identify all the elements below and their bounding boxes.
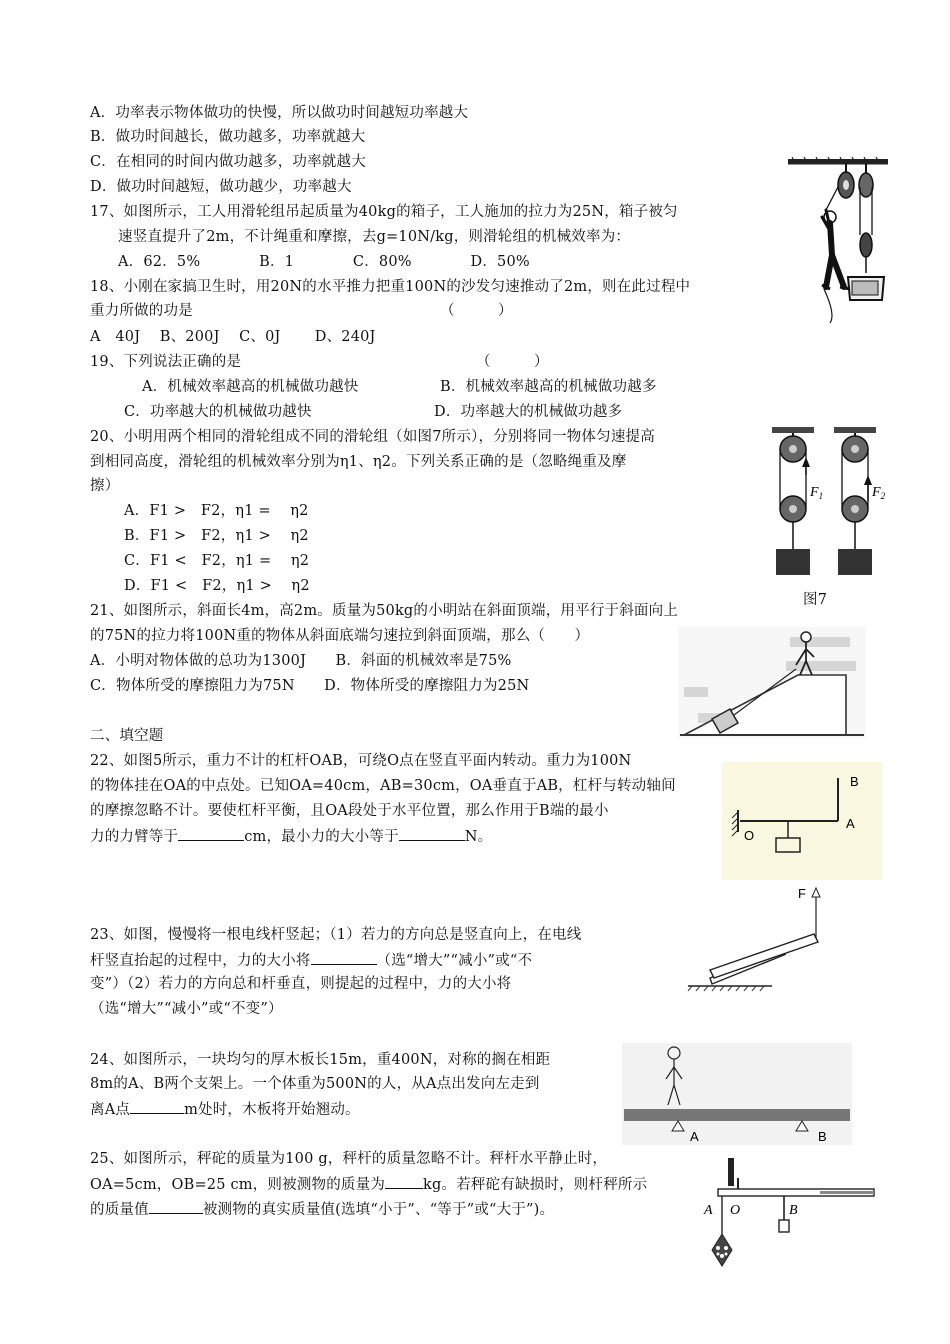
- q20-label-f2: $F_2$: [872, 485, 886, 501]
- q17-stem-line1: 17、如图所示，工人用滑轮组吊起质量为40kg的箱子，工人施加的拉力为25N，箱子被匀: [90, 204, 678, 220]
- q23-stem-line3: 变”）（2）若力的方向总和杆垂直，则提起的过程中，力的大小将: [90, 976, 512, 992]
- q25-blank-mass[interactable]: [385, 1174, 423, 1189]
- q21-stem-line2: 的75N的拉力将100N重的物体从斜面底端匀速拉到斜面顶端，那么（ ）: [90, 628, 590, 644]
- q25-text-part4: 被测物的真实质量值(选填“小于”、“等于”或“大于”)。: [202, 1202, 555, 1218]
- q19-answer-paren: （ ）: [476, 354, 549, 370]
- q17-stem-line2: 速竖直提升了2m，不计绳重和摩擦，去g=10N/kg，则滑轮组的机械效率为：: [118, 229, 631, 245]
- q19-option-c: C．功率越大的机械做功越快: [124, 404, 312, 420]
- q22-stem-line4: [90, 826, 492, 847]
- q22-text-arm: 力的力臂等于: [90, 829, 179, 845]
- q23-figure-pole-top: [700, 930, 820, 986]
- q24-label-b: B: [818, 1129, 827, 1144]
- q24-text-part1: 离A点: [90, 1102, 131, 1118]
- q23-text-part2: （选“增大”“减小”或“不: [376, 953, 533, 969]
- section-fill-in-title: 二、填空题: [90, 728, 164, 744]
- q23-stem-line1: 23、如图，慢慢将一根电线杆竖起；（1）若力的方向总是竖直向上，在电线: [90, 927, 582, 943]
- q18-stem-line1: 18、小刚在家搞卫生时，用20N的水平推力把重100N的沙发匀速推动了2m，则在此过程中: [90, 279, 691, 295]
- q18-stem-line2: 重力所做的功是: [90, 303, 193, 319]
- q22-label-a: A: [846, 816, 855, 831]
- q21-figure-incline: [678, 627, 866, 739]
- q21-stem-line1: 21、如图所示，斜面长4m，高2m。质量为50kg的小明站在斜面顶端，用平行于斜面向上: [90, 603, 679, 619]
- q25-text-part1: OA=5cm，OB=25 cm，则被测物的质量为: [90, 1177, 386, 1193]
- q20-figure-caption: 图7: [803, 592, 828, 608]
- q20-stem-line3: 擦）: [90, 478, 120, 494]
- q23-stem-line4: （选“增大”“减小”或“不变”）: [90, 1001, 283, 1017]
- q25-stem-line2: [90, 1174, 647, 1195]
- q24-stem-line3: [90, 1099, 360, 1120]
- q16-option-b: B．做功时间越长，做功越多，功率就越大: [90, 129, 366, 145]
- q23-blank-1[interactable]: [311, 950, 377, 965]
- q21-options-ab: A．小明对物体做的总功为1300J B．斜面的机械效率是75%: [90, 653, 512, 669]
- q25-text-part2: kg。若秤砣有缺损时，则杆秤所示: [423, 1177, 648, 1193]
- q24-label-a: A: [690, 1129, 699, 1144]
- q25-stem-line3: [90, 1199, 554, 1220]
- q22-stem-line1: 22、如图5所示，重力不计的杠杆OAB，可绕O点在竖直平面内转动。重力为100N: [90, 753, 632, 769]
- q17-options: A．62．5% B．1 C．80% D．50%: [118, 254, 530, 270]
- q20-stem-line1: 20、小明用两个相同的滑轮组成不同的滑轮组（如图7所示），分别将同一物体匀速提高: [90, 429, 655, 445]
- q25-text-part3: 的质量值: [90, 1202, 149, 1218]
- q18-answer-paren: （ ）: [440, 303, 513, 319]
- q19-option-b: B．机械效率越高的机械做功越多: [440, 379, 657, 395]
- q22-figure-lever: [722, 762, 882, 880]
- q20-option-a: A．F1 > F2，η1 = η2: [124, 503, 309, 519]
- q20-stem-line2: 到相同高度，滑轮组的机械效率分别为η1、η2。下列关系正确的是（忽略绳重及摩: [90, 454, 627, 470]
- q25-label-a: A: [704, 1203, 713, 1218]
- q16-option-c: C．在相同的时间内做功越多，功率就越大: [90, 154, 366, 170]
- q24-stem-line1: 24、如图所示，一块均匀的厚木板长15m，重400N，对称的搁在相距: [90, 1052, 551, 1068]
- q25-blank-compare[interactable]: [149, 1199, 203, 1214]
- q22-label-b: B: [850, 774, 859, 789]
- q25-label-o: O: [730, 1203, 741, 1218]
- q22-stem-line2: 的物体挂在OA的中点处。已知OA=40cm，AB=30cm，OA垂直于AB，杠杆与转动轴间: [90, 778, 676, 794]
- q24-text-part2: m处时，木板将开始翘动。: [184, 1102, 360, 1118]
- q16-option-d: D．做功时间越短，做功越少，功率越大: [90, 179, 352, 195]
- q22-label-o: O: [744, 828, 755, 843]
- q23-label-f-visible: F: [798, 886, 806, 901]
- q23-stem-line2: [90, 950, 532, 971]
- q20-figure-pulley-systems: [762, 425, 902, 585]
- q16-option-a: A．功率表示物体做功的快慢，所以做功时间越短功率越大: [90, 105, 469, 121]
- q23-text-part1: 杆竖直抬起的过程中，力的大小将: [90, 953, 311, 969]
- q25-label-b: B: [789, 1203, 798, 1218]
- q19-option-a: A．机械效率越高的机械做功越快: [142, 379, 359, 395]
- q20-option-d: D．F1 < F2，η1 > η2: [124, 578, 310, 594]
- q22-text-unit: N。: [464, 829, 493, 845]
- q24-stem-line2: 8m的A、B两个支架上。一个体重为500N的人，从A点出发向左走到: [90, 1076, 540, 1092]
- q20-label-f1: $F_1$: [810, 485, 824, 501]
- q17-figure-worker-pulley: [786, 155, 892, 325]
- q20-option-c: C．F1 < F2，η1 = η2: [124, 553, 310, 569]
- q18-options: A 40J B、200J C、0J D、240J: [90, 329, 376, 345]
- q19-option-d: D．功率越大的机械做功越多: [434, 404, 623, 420]
- q24-figure-plank: [622, 1043, 852, 1145]
- q20-option-b: B．F1 > F2，η1 > η2: [124, 528, 309, 544]
- q24-blank[interactable]: [130, 1099, 184, 1114]
- q22-stem-line3: 的摩擦忽略不计。要使杠杆平衡，且OA段处于水平位置，那么作用于B端的最小: [90, 803, 609, 819]
- q22-blank-arm[interactable]: [178, 826, 244, 841]
- q22-blank-force[interactable]: [399, 826, 465, 841]
- q19-stem: 19、下列说法正确的是: [90, 354, 242, 370]
- q22-text-force: cm，最小力的大小等于: [244, 829, 399, 845]
- q25-stem-line1: 25、如图所示，秤砣的质量为100 g，秤杆的质量忽略不计。秤杆水平静止时，: [90, 1151, 608, 1167]
- q25-figure-steelyard: [700, 1158, 876, 1274]
- q21-options-cd: C．物体所受的摩擦阻力为75N D．物体所受的摩擦阻力为25N: [90, 678, 530, 694]
